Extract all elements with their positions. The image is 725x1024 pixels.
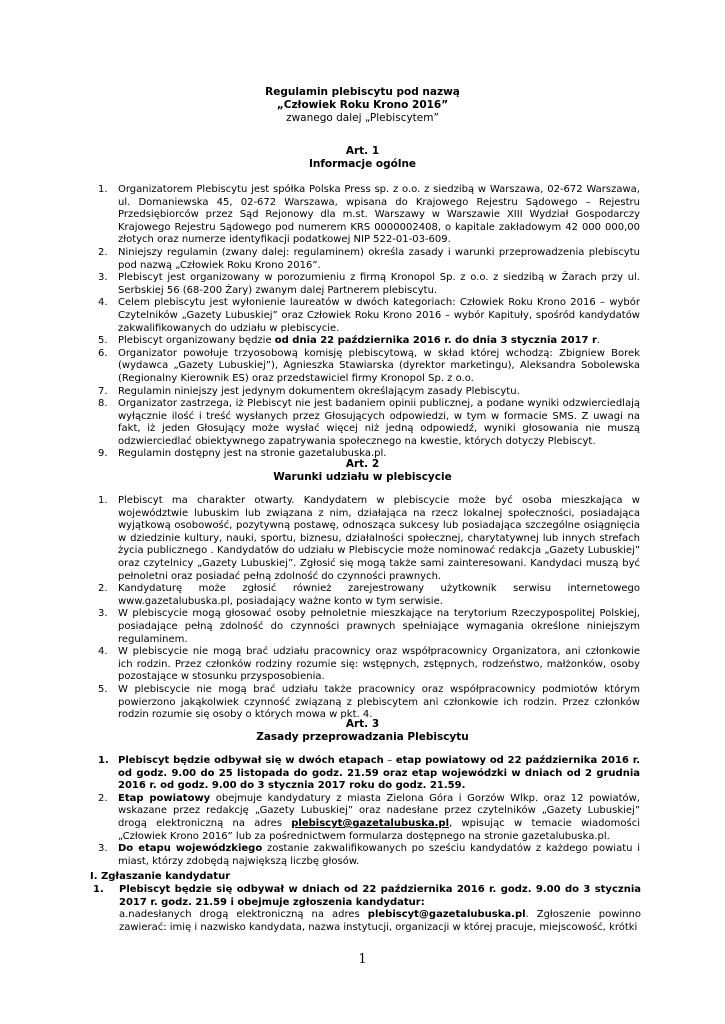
section-i-item: 1. Plebiscyt będzie się odbywał w dniach od 22 października 2016 r. godz. 9.00 do 3 stycznia 2017 r. godz. 21.59 i obejmuje zgłoszenia kandydatur:	[93, 884, 641, 908]
art3-item: 1. Plebiscyt będzie odbywał się w dwóch etapach – etap powiatowy od 22 października 2016 r. od godz. 9.00 do 25 listopada do godz. 21.59 oraz etap wojewódzki w dniach od 2 grudnia 2016 r. od godz. 9.00 do 3 stycznia 2017 roku do godz. 21.59.	[98, 755, 640, 792]
art1-item: 8. Organizator zastrzega, iż Plebiscyt nie jest badaniem opinii publicznej, a podane wyniki odzwierciedlają wyłącznie ilość i treść wysłanych przez Głosujących odpowiedzi, w tym w formacie SMS. Z uwagi na fakt, iż jeden Głosujący może wysłać więcej niż jedną odpowiedź, wyniki głosowania nie muszą odzwierciedlać obiektywnego zapatrywania społecznego na kwestie, których dotyczy Plebiscyt.	[98, 398, 640, 447]
art1-item: 5. Plebiscyt organizowany będzie od dnia 22 października 2016 r. do dnia 3 stycznia 2017 r.	[98, 335, 601, 347]
page-number: 1	[358, 952, 367, 967]
art2-item: 3. W plebiscycie mogą głosować osoby pełnoletnie mieszkające na terytorium Rzeczypospolitej Polskiej, posiadające pełną zdolność do czynności prawnych spełniające wymagania określone niniejszym regulaminem.	[98, 608, 640, 645]
art3-list	[90, 755, 640, 868]
art3-number: Art. 3	[345, 718, 380, 730]
art3-item: 2. Etap powiatowy obejmuje kandydatury z miasta Zielona Góra i Gorzów Wlkp. oraz 12 powiatów, wskazane przez redakcję „Gazety Lubuskiej” oraz nadesłane przez czytelników „Gazety Lubuskiej” drogą elektroniczną na adres plebiscyt@gazetalubuska.pl, wpisując w temacie wiadomości „Człowiek Krono 2016” lub za pośrednictwem formularza dostępnego na stronie gazetalubuska.pl.	[98, 792, 640, 842]
art2-list	[90, 495, 640, 722]
art2-item: 5. W plebiscycie nie mogą brać udziału także pracownicy oraz współpracownicy podmiotów którym powierzono jakąkolwiek czynność związaną z plebiscytem ani członkowie ich rodzin. Przez członków rodzin rozumie się osoby o których mowa w pkt. 4.	[98, 683, 640, 721]
art1-list	[90, 184, 640, 461]
art3-title: Zasady przeprowadzania Plebiscytu	[256, 731, 469, 743]
document-subtitle: zwanego dalej „Plebiscytem”	[286, 112, 439, 124]
art1-item: 1. Organizatorem Plebiscytu jest spółka Polska Press sp. z o.o. z siedzibą w Warszawa, 02-672 Warszawa, ul. Domaniewska 45, 02-672 Warszawa, wpisana do Krajowego Rejestru Sądowego – Rejestru Przedsiębiorców przez Sąd Rejonowy dla m.st. Warszawy w Warszawie XIII Wydział Gospodarczy Krajowego Rejestru Sądowego pod numerem KRS 0000002408, o kapitale zakładowym 42 000 000,00 złotych oraz numerze identyfikacji podatkowej NIP 522-01-03-609.	[98, 184, 640, 246]
section-i-subitem: a.nadesłanych drogą elektroniczną na adres plebiscyt@gazetalubuska.pl. Zgłoszenie powinno zawierać: imię i nazwisko kandydata, nazwa instytucji, organizacji w której pracuje, miejscowość, krótki	[119, 909, 641, 933]
art1-number: Art. 1	[345, 145, 380, 157]
art1-item: 4. Celem plebiscytu jest wyłonienie laureatów w dwóch kategoriach: Człowiek Roku Krono 2016 – wybór Czytelników „Gazety Lubuskiej” oraz Człowiek Roku Krono 2016 – wybór Kapituły, spośród kandydatów zakwalifikowanych do udziału w plebiscycie.	[98, 297, 640, 334]
section-i-heading: I. Zgłaszanie kandydatur	[90, 871, 231, 882]
art2-item: 1. Plebiscyt ma charakter otwarty. Kandydatem w plebiscycie może być osoba mieszkająca w województwie lubuskim lub związana z nim, działająca na rzecz lokalnej społeczności, posiadająca wyjątkową osobowość, pozytywną postawę, odnosząca sukcesy lub posiadająca szczególne osiągnięcia w dziedzinie kultury, nauki, sportu, biznesu, działalności społecznej, charytatywnej lub innych strefach życia publicznego . Kandydatów do udziału w Plebiscycie może nominować redakcja „Gazety Lubuskiej” oraz czytelnicy „Gazety Lubuskiej”. Zgłosić się mogą także sami zainteresowani. Kandydaci muszą być pełnoletni oraz posiadać pełną zdolność do czynności prawnych.	[98, 495, 640, 582]
email-link[interactable]: plebiscyt@gazetalubuska.pl	[291, 817, 449, 829]
art1-item: 9. Regulamin dostępny jest na stronie gazetalubuska.pl.	[98, 448, 387, 460]
art2-title: Warunki udziału w plebiscycie	[273, 471, 452, 483]
art1-title: Informacje ogólne	[308, 158, 417, 170]
email-link[interactable]: plebiscyt@gazetalubuska.pl	[367, 909, 526, 920]
art1-item: 7. Regulamin niniejszy jest jedynym dokumentem określającym zasady Plebiscytu.	[98, 385, 520, 397]
art2-item: 4. W plebiscycie nie mogą brać udziału pracownicy oraz współpracownicy Organizatora, ani członkowie ich rodzin. Przez członków rodziny rozumie się: wstępnych, zstępnych, rodzeństwo, małżonków, osoby pozostające w stosunku przysposobienia.	[98, 646, 640, 683]
art2-number: Art. 2	[345, 458, 380, 470]
art1-item: 3. Plebiscyt jest organizowany w porozumieniu z firmą Kronopol Sp. z o.o. z siedzibą w Żarach przy ul. Serbskiej 56 (68-200 Żary) zwanym dalej Partnerem plebiscytu.	[98, 272, 640, 296]
art2-item: 2. Kandydaturę może zgłosić również zarejestrowany użytkownik serwisu internetowego www.gazetalubuska.pl, posiadający ważne konto w tym serwisie.	[98, 583, 640, 607]
art3-item: 3. Do etapu wojewódzkiego zostanie zakwalifikowanych po sześciu kandydatów z każdego powiatu i miast, którzy zdobędą największą liczbę głosów.	[98, 843, 641, 867]
plebiscite-name: „Człowiek Roku Krono 2016”	[276, 99, 449, 111]
art1-item: 6. Organizator powołuje trzyosobową komisję plebiscytową, w skład której wchodzą: Zbigniew Borek (wydawca „Gazety Lubuskiej”), Agnieszka Stawiarska (dyrektor marketingu), Aleksandra Sobolewska (Regionalny Kierownik ES) oraz przedstawiciel firmy Kronopol Sp. z o.o.	[98, 347, 640, 384]
document-title: Regulamin plebiscytu pod nazwą	[265, 86, 460, 98]
art1-item: 2. Niniejszy regulamin (zwany dalej: regulaminem) określa zasady i warunki przeprowadzenia plebiscytu pod nazwą „Człowiek Roku Krono 2016”.	[98, 246, 640, 271]
